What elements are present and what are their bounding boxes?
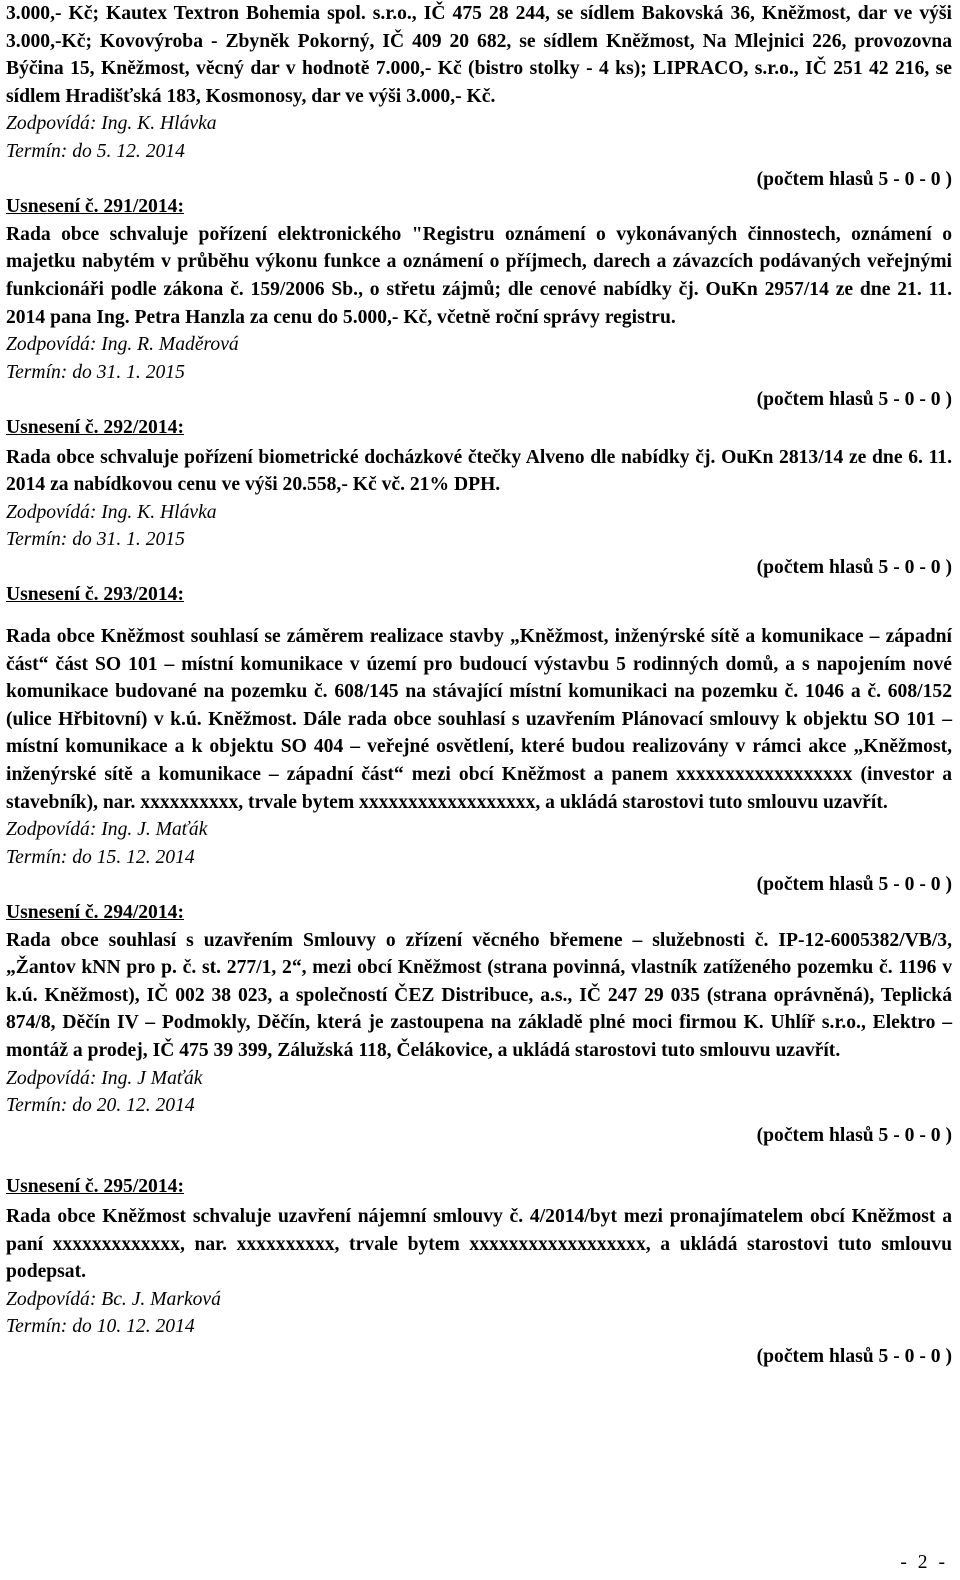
responsible-line: Zodpovídá: Ing. K. Hlávka (6, 501, 217, 523)
resolution-295 (6, 1149, 952, 1370)
deadline-line: Termín: do 15. 12. 2014 (6, 846, 195, 868)
resolution-text: Rada obce souhlasí s uzavřením Smlouvy o zřízení věcného břemene – služebnosti č. IP-12-6005382/VB/3, „Žantov kNN pro p. č. st. 277/1, 2“, mezi obcí Kněžmost (strana povinná, vlastník zatíženého pozemku č. 1196 v k.ú. Kněžmost), IČ 002 38 023, a společností ČEZ Distribuce, a.s., IČ 247 29 035 (strana oprávněná), Teplická 874/8, Děčín IV – Podmokly, Děčín, která je zastoupena na základě plné moci firmou K. Uhlíř s.r.o., Elektro – montáž a prodej, IČ 475 39 399, Zálužská 118, Čelákovice, a ukládá starostovi tuto smlouvu uzavřít. (6, 929, 952, 1061)
responsible-line: Zodpovídá: Ing. J. Maťák (6, 819, 208, 841)
resolution-293 (6, 581, 952, 899)
resolution-heading: Usnesení č. 291/2014: (6, 196, 184, 218)
resolution-text: Rada obce Kněžmost souhlasí se záměrem realizace stavby „Kněžmost, inženýrské sítě a komunikace – západní část“ část SO 101 – místní komunikace v území pro budoucí výstavbu 5 rodinných domů, a s napojením nové komunikace budované na pozemku č. 608/145 na stávající místní komunikaci na pozemku č. 1046 a č. 608/152 (ulice Hřbitovní) v k.ú. Kněžmost. Dále rada obce souhlasí s uzavřením Plánovací smlouvy k objektu SO 101 – místní komunikace a k objektu SO 404 – veřejné osvětlení, které budou realizovány v rámci akce „Kněžmost, inženýrské sítě a komunikace – západní část“ mezi obcí Kněžmost a panem xxxxxxxxxxxxxxxxxx (investor a stavebník), nar. xxxxxxxxxx, trvale bytem xxxxxxxxxxxxxxxxxx, a ukládá starostovi tuto smlouvu uzavřít. (6, 626, 952, 813)
intro-block (6, 0, 952, 193)
resolution-heading: Usnesení č. 292/2014: (6, 416, 184, 438)
page-number: - 2 - (900, 1552, 948, 1573)
document-page (6, 0, 952, 1371)
resolution-text: Rada obce schvaluje pořízení elektronického "Registru oznámení o vykonávaných činnostech, oznámení o majetku nabytém v průběhu výkonu funkce a oznámení o příjmech, darech a závazcích podávaných veřejnými funkcionáři podle zákona č. 159/2006 Sb., o střetu zájmů; dle cenové nabídky čj. OuKn 2957/14 ze dne 21. 11. 2014 pana Ing. Petra Hanzla za cenu do 5.000,- Kč, včetně roční správy registru. (6, 223, 952, 328)
responsible-line: Zodpovídá: Bc. J. Marková (6, 1288, 221, 1310)
deadline-line: Termín: do 5. 12. 2014 (6, 140, 185, 162)
deadline-line: Termín: do 31. 1. 2015 (6, 529, 185, 551)
deadline-line: Termín: do 20. 12. 2014 (6, 1095, 195, 1117)
responsible-line: Zodpovídá: Ing. J Maťák (6, 1067, 203, 1089)
resolution-text: Rada obce Kněžmost schvaluje uzavření nájemní smlouvy č. 4/2014/byt mezi pronajímatelem obcí Kněžmost a paní xxxxxxxxxxxxx, nar. xxxxxxxxxx, trvale bytem xxxxxxxxxxxxxxxxxx, a ukládá starostovi tuto smlouvu podepsat. (6, 1205, 952, 1283)
responsible-line: Zodpovídá: Ing. R. Maděrová (6, 334, 239, 356)
resolution-heading: Usnesení č. 295/2014: (6, 1176, 184, 1198)
resolution-292 (6, 414, 952, 582)
deadline-line: Termín: do 10. 12. 2014 (6, 1316, 195, 1338)
vote-count: (počtem hlasů 5 - 0 - 0 ) (756, 874, 952, 896)
resolution-291 (6, 193, 952, 414)
vote-count: (počtem hlasů 5 - 0 - 0 ) (756, 556, 952, 578)
vote-count: (počtem hlasů 5 - 0 - 0 ) (756, 1345, 952, 1367)
resolution-text: Rada obce schvaluje pořízení biometrické docházkové čtečky Alveno dle nabídky čj. OuKn 2813/14 ze dne 6. 11. 2014 za nabídkovou cenu ve výši 20.558,- Kč vč. 21% DPH. (6, 446, 952, 496)
vote-count: (počtem hlasů 5 - 0 - 0 ) (756, 168, 952, 190)
vote-count: (počtem hlasů 5 - 0 - 0 ) (756, 1124, 952, 1146)
resolution-heading: Usnesení č. 294/2014: (6, 902, 184, 923)
intro-text: 3.000,- Kč; Kautex Textron Bohemia spol. s.r.o., IČ 475 28 244, se sídlem Bakovská 36, Kněžmost, dar ve výši 3.000,-Kč; Kovovýroba - Zbyněk Pokorný, IČ 409 20 682, se sídlem Kněžmost, Na Mlejnici 226, provozovna Býčina 15, Kněžmost, věcný dar v hodnotě 7.000,- Kč (bistro stolky - 4 ks); LIPRACO, s.r.o., IČ 251 42 216, se sídlem Hradišťská 183, Kosmonosy, dar ve výši 3.000,- Kč. (6, 3, 952, 107)
deadline-line: Termín: do 31. 1. 2015 (6, 361, 185, 383)
responsible-line: Zodpovídá: Ing. K. Hlávka (6, 113, 217, 135)
vote-count: (počtem hlasů 5 - 0 - 0 ) (756, 389, 952, 411)
resolution-heading: Usnesení č. 293/2014: (6, 584, 184, 606)
resolution-294 (6, 899, 952, 1149)
